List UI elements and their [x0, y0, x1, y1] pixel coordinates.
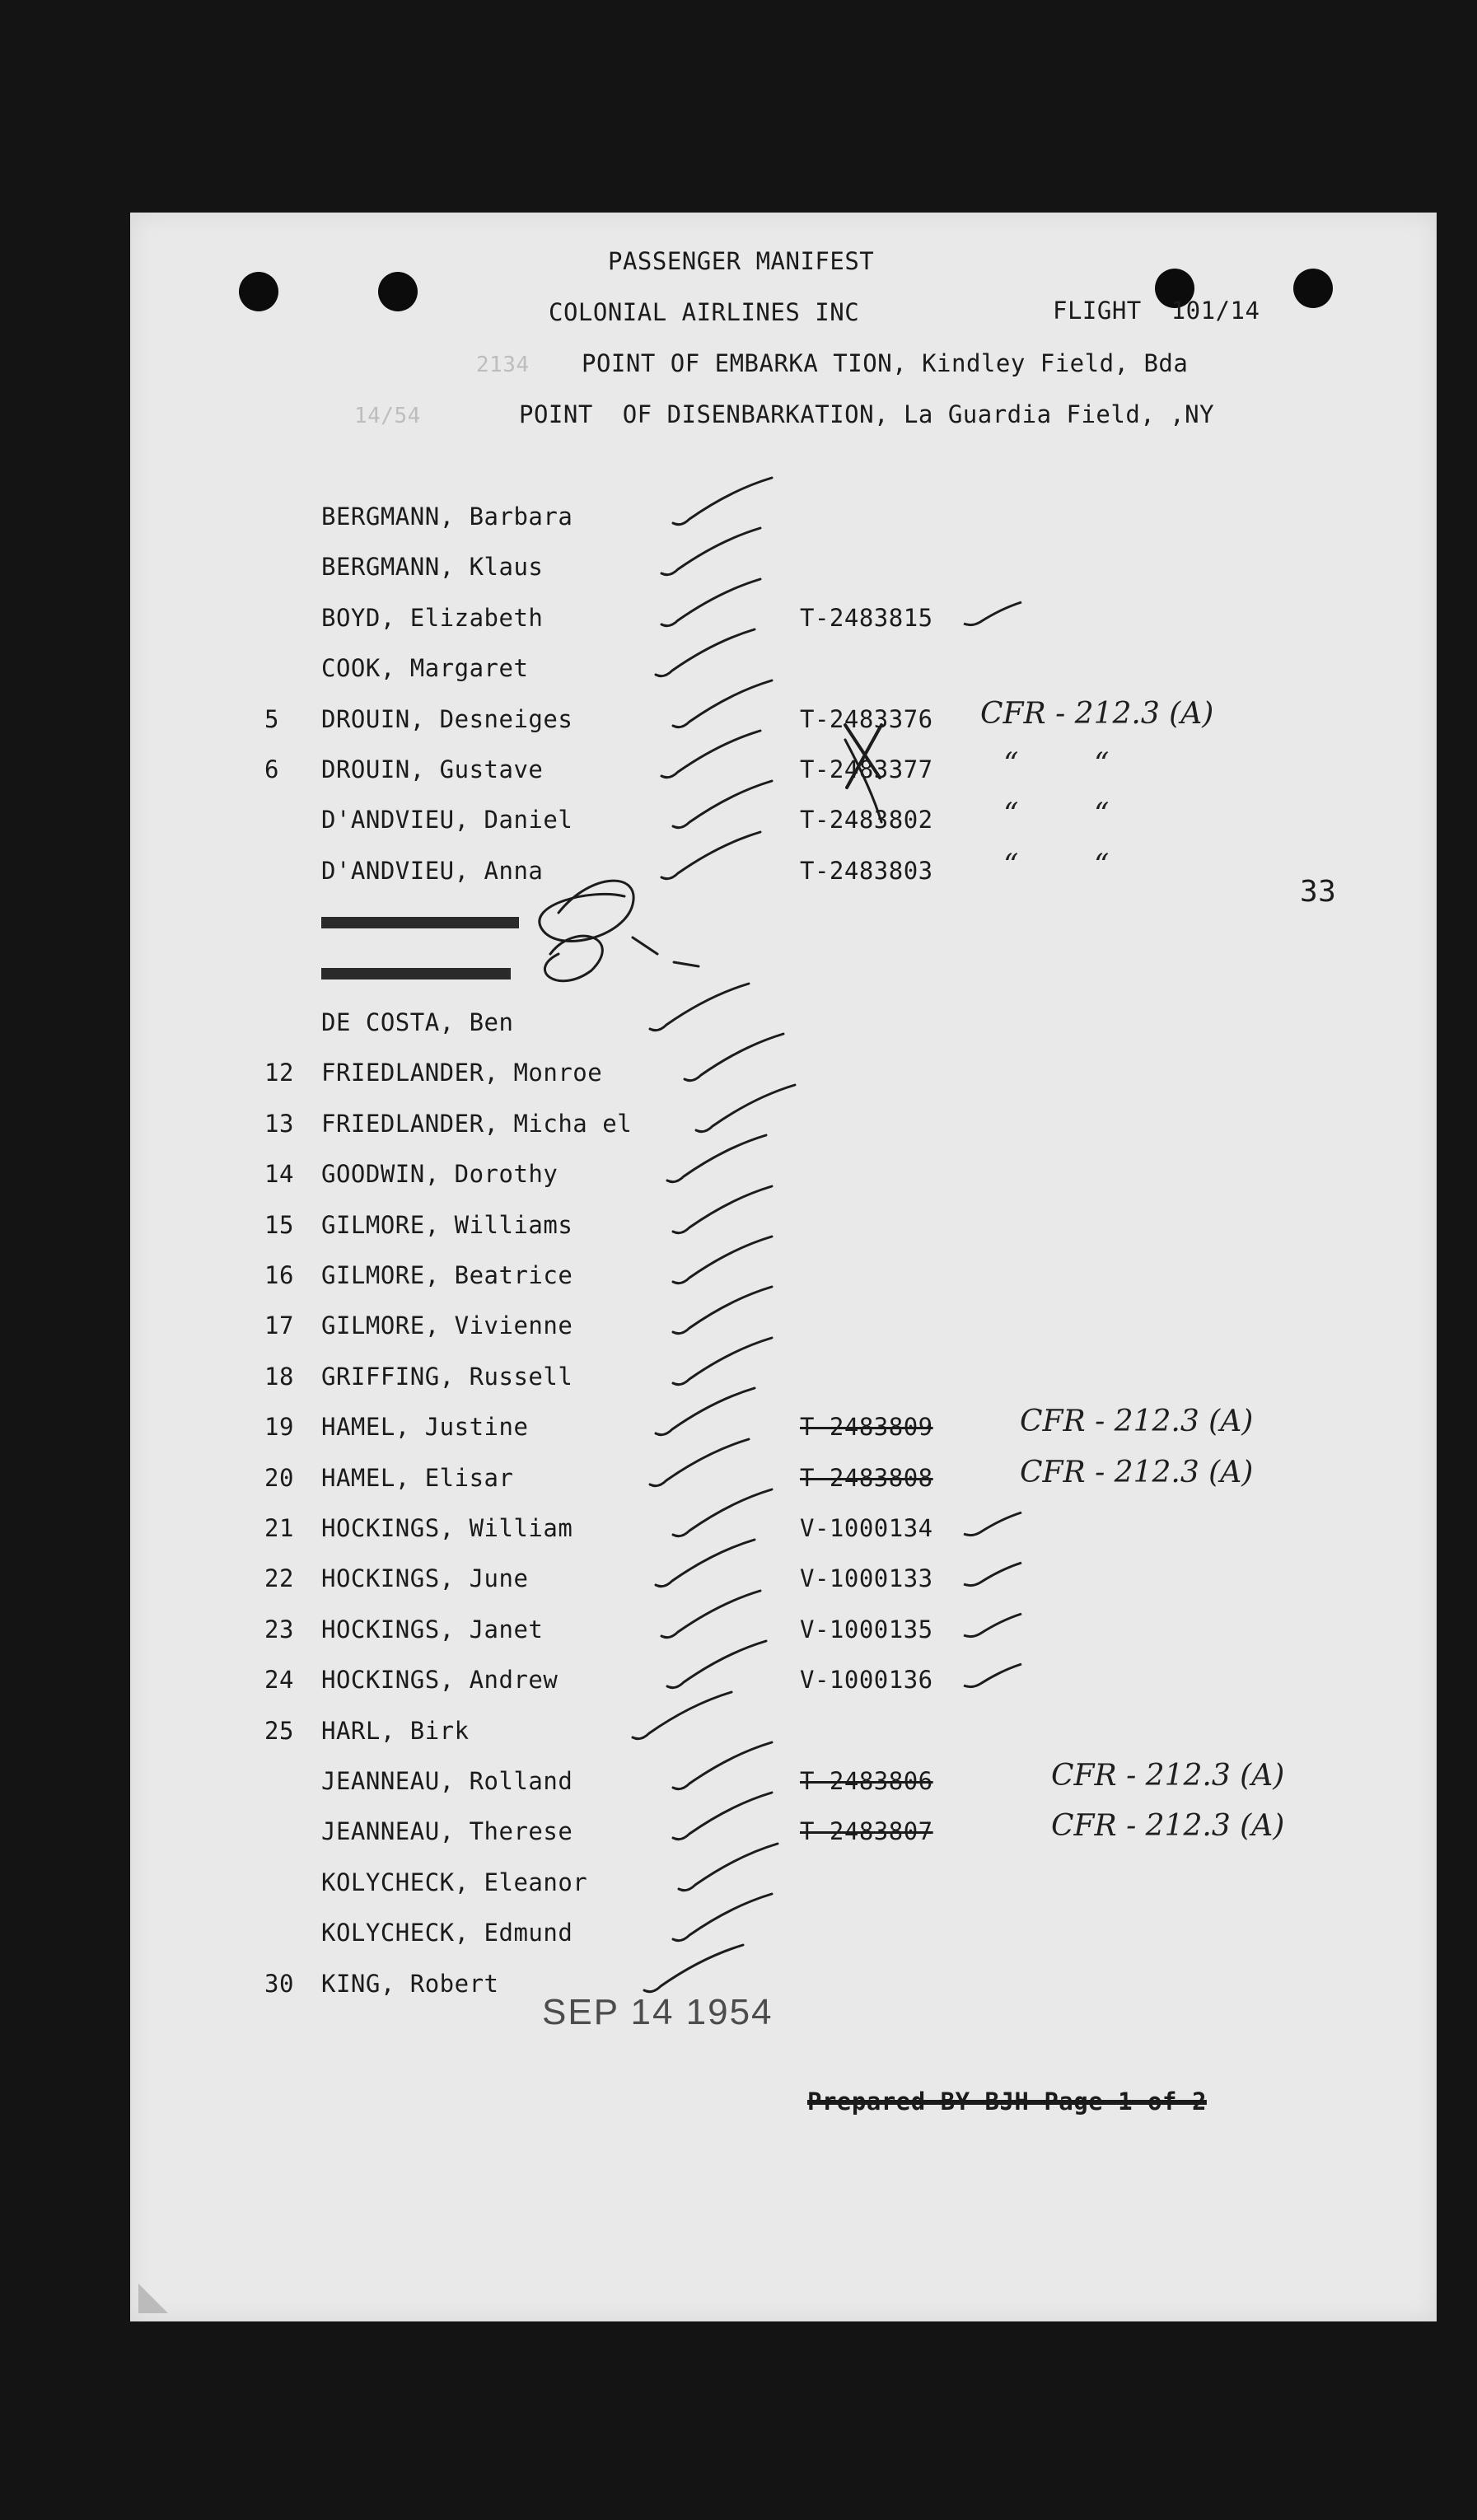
row-number: 21 — [264, 1514, 294, 1542]
ticket-number: V-1000136 — [800, 1666, 933, 1695]
row-number: 17 — [264, 1311, 294, 1340]
passenger-name: HARL, Birk — [321, 1716, 470, 1745]
row-number: 18 — [264, 1362, 294, 1391]
ticket-number: T-2483803 — [800, 856, 933, 885]
passenger-name: HAMEL, Elisar — [321, 1463, 514, 1492]
passenger-name: D'ANDVIEU, Daniel — [321, 806, 573, 835]
date-stamp: SEP 14 1954 — [542, 1992, 774, 2032]
passenger-name: HOCKINGS, June — [321, 1564, 529, 1593]
passenger-name: HOCKINGS, Andrew — [321, 1666, 559, 1695]
passenger-name: JEANNEAU, Therese — [321, 1817, 573, 1846]
passenger-name: JEANNEAU, Rolland — [321, 1767, 573, 1795]
row-number: 19 — [264, 1413, 294, 1442]
passenger-name: D'ANDVIEU, Anna — [321, 856, 544, 885]
row-number: 5 — [264, 704, 279, 733]
row-number: 6 — [264, 755, 279, 783]
row-number: 20 — [264, 1463, 294, 1492]
handwritten-note: “ “ — [1003, 747, 1110, 781]
manifest-page — [130, 213, 1437, 2321]
ticket-number: T-2483376 — [800, 704, 933, 733]
folded-corner — [138, 2284, 168, 2313]
passenger-name: BERGMANN, Barbara — [321, 503, 573, 531]
ticket-number: V-1000133 — [800, 1564, 933, 1593]
row-number: 14 — [264, 1160, 294, 1189]
ticket-number: T-2483377 — [800, 755, 933, 783]
manifest-title: PASSENGER MANIFEST — [608, 247, 875, 275]
ticket-number: V-1000135 — [800, 1615, 933, 1643]
passenger-name: GILMORE, Beatrice — [321, 1261, 573, 1289]
row-number: 23 — [264, 1615, 294, 1643]
handwritten-note: CFR - 212.3 (A) — [1020, 1405, 1254, 1439]
handwritten-note: “ “ — [1003, 848, 1110, 882]
handwritten-note: CFR - 212.3 (A) — [980, 696, 1214, 731]
passenger-name: COOK, Margaret — [321, 654, 529, 683]
row-number: 12 — [264, 1059, 294, 1087]
passenger-name: HOCKINGS, William — [321, 1514, 573, 1542]
row-number: 24 — [264, 1666, 294, 1695]
passenger-name: KOLYCHECK, Eleanor — [321, 1868, 588, 1896]
footer-prepared-by: Prepared BY BJH Page 1 of 2 — [807, 2088, 1207, 2116]
row-number: 13 — [264, 1109, 294, 1138]
handwritten-note: “ “ — [1003, 797, 1110, 832]
ticket-number: T-2483815 — [800, 603, 933, 632]
passenger-name: GILMORE, Vivienne — [321, 1311, 573, 1340]
passenger-name: HOCKINGS, Janet — [321, 1615, 544, 1643]
passenger-name: HAMEL, Justine — [321, 1413, 529, 1442]
passenger-name: GRIFFING, Russell — [321, 1362, 573, 1391]
row-number: 15 — [264, 1210, 294, 1239]
airline-name: COLONIAL AIRLINES INC — [549, 298, 860, 326]
handwritten-note: CFR - 212.3 (A) — [1051, 1759, 1285, 1793]
passenger-name: BERGMANN, Klaus — [321, 553, 544, 582]
point-of-embarkation: POINT OF EMBARKA TION, Kindley Field, Bda — [582, 349, 1189, 377]
passenger-name: FRIEDLANDER, Monroe — [321, 1059, 603, 1087]
row-number: 22 — [264, 1564, 294, 1593]
point-of-disembarkation: POINT OF DISENBARKATION, La Guardia Field, ,NY — [519, 400, 1215, 428]
passenger-name: GOODWIN, Dorothy — [321, 1160, 559, 1189]
passenger-name: DROUIN, Gustave — [321, 755, 544, 783]
ticket-number: T-2483808 — [800, 1463, 933, 1492]
handwritten-note: CFR - 212.3 (A) — [1020, 1455, 1254, 1489]
row-number: 25 — [264, 1716, 294, 1745]
ticket-number: T-2483806 — [800, 1767, 933, 1795]
ticket-number: T-2483807 — [800, 1817, 933, 1846]
passenger-name: KOLYCHECK, Edmund — [321, 1919, 573, 1947]
handwriting-overlay — [130, 213, 1437, 2321]
row-number: 16 — [264, 1261, 294, 1289]
passenger-name: BOYD, Elizabeth — [321, 603, 544, 632]
ticket-number: V-1000134 — [800, 1514, 933, 1542]
passenger-name: KING, Robert — [321, 1969, 499, 1998]
passenger-name: FRIEDLANDER, Micha el — [321, 1109, 633, 1138]
faded-header-line-1: 2134 — [476, 353, 530, 377]
page-number: 33 — [1300, 875, 1337, 909]
ticket-number: T-2483809 — [800, 1413, 933, 1442]
passenger-name: GILMORE, Williams — [321, 1210, 573, 1239]
ticket-number: T-2483802 — [800, 806, 933, 835]
faded-header-line-2: 14/54 — [354, 404, 421, 428]
flight-number: FLIGHT 101/14 — [1053, 297, 1260, 325]
passenger-name: DROUIN, Desneiges — [321, 704, 573, 733]
passenger-name: DE COSTA, Ben — [321, 1008, 514, 1036]
row-number: 30 — [264, 1969, 294, 1998]
handwritten-note: CFR - 212.3 (A) — [1051, 1809, 1285, 1844]
